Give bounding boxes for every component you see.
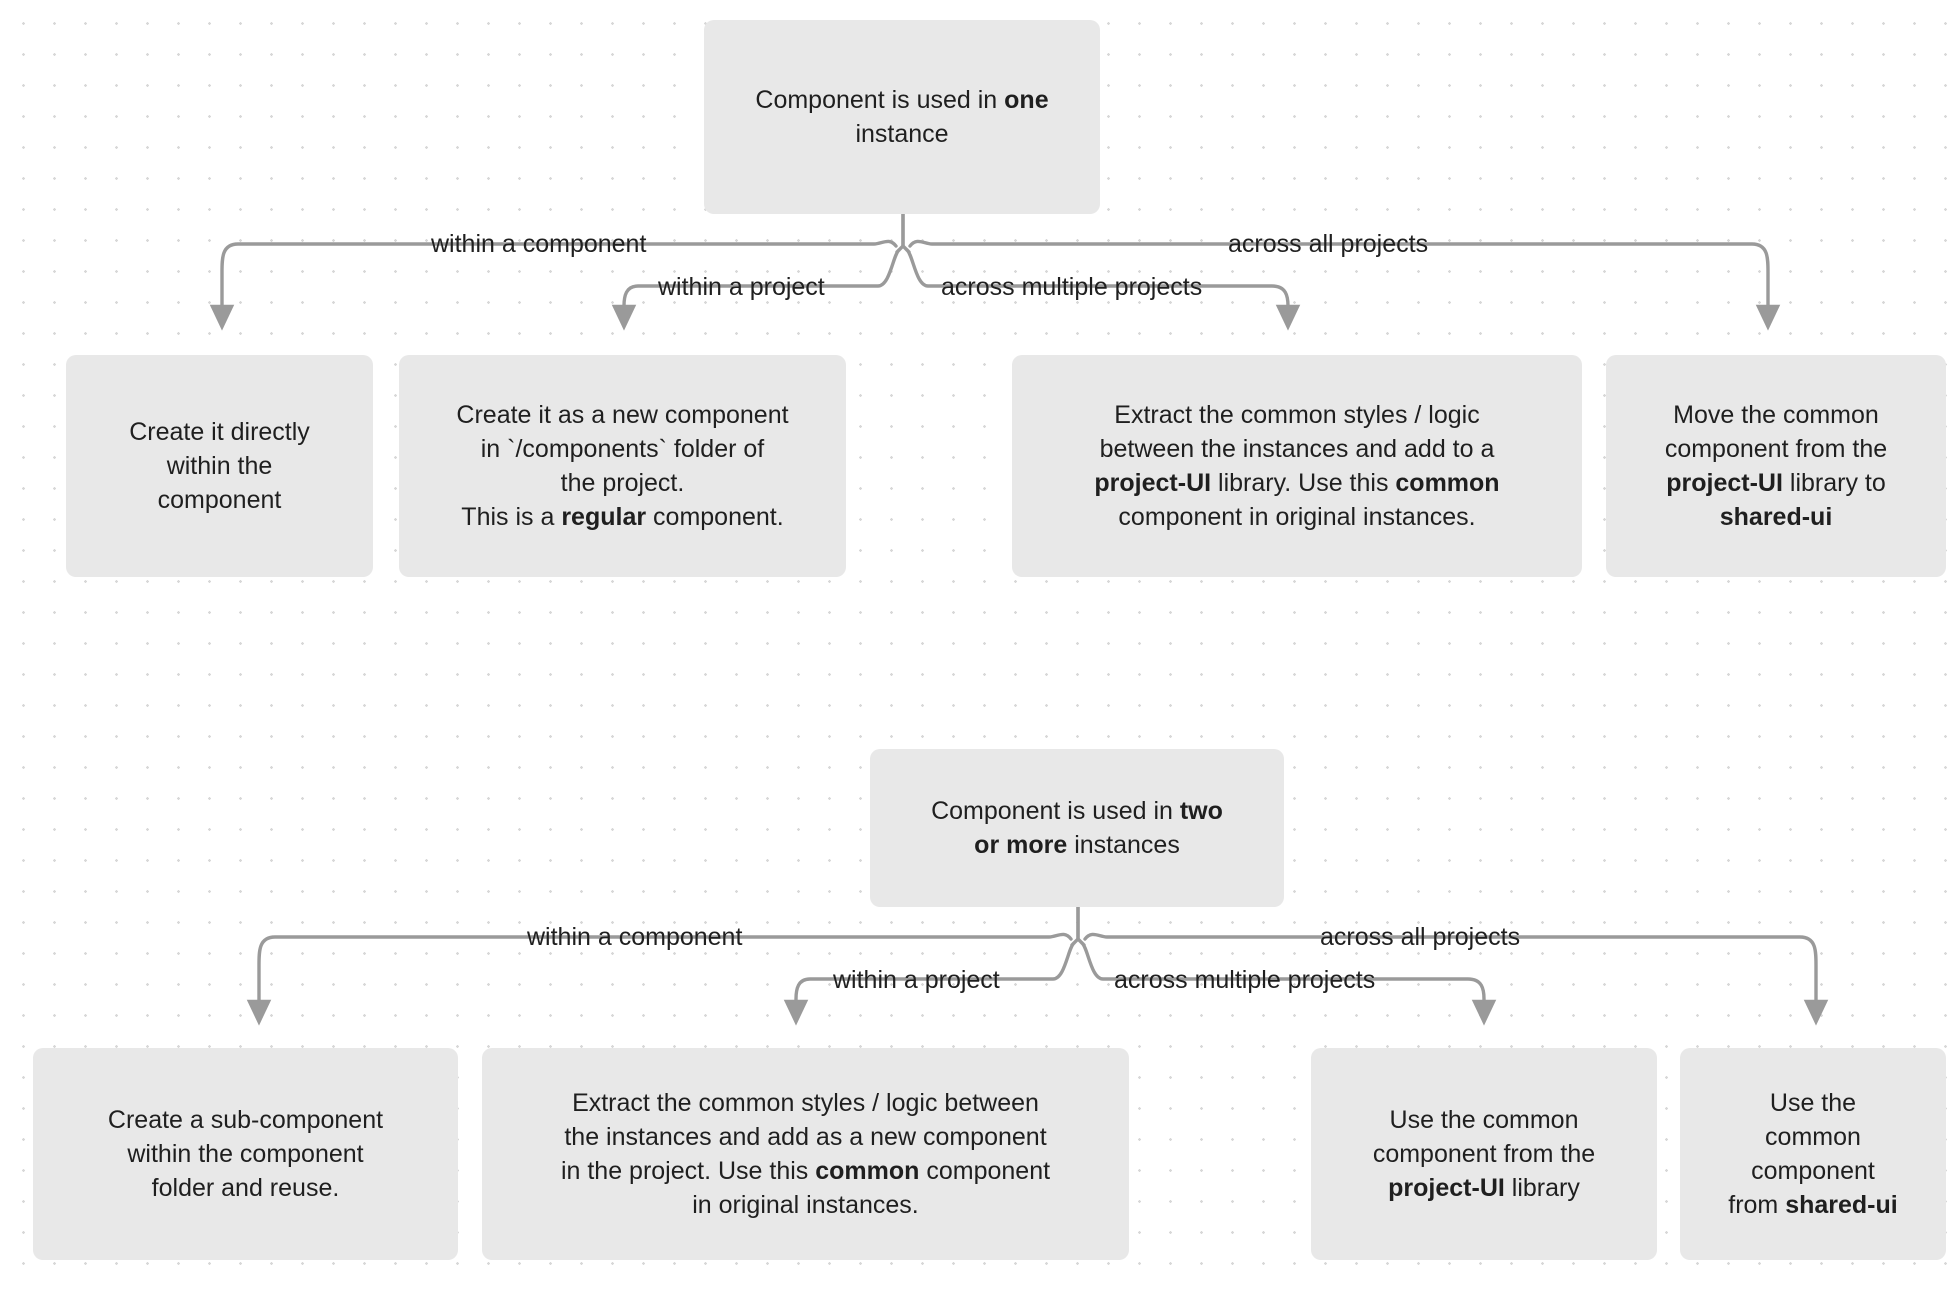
node-extract-common-as-new-component[interactable]	[482, 1048, 1129, 1260]
edge-label-within-a-component-1: within a component	[431, 230, 647, 258]
node-create-directly-within-component[interactable]	[66, 355, 373, 577]
node-root-two-or-more-instances-label: Component is used in two or more instances	[931, 797, 1223, 859]
node-create-new-component-in-components-folder-label: Create it as a new component in `/components` folder of the project. This is a regular component.	[456, 401, 789, 531]
node-use-common-from-shared-ui-label: Use the common component from shared-ui	[1728, 1089, 1898, 1219]
node-use-common-from-project-ui-label: Use the common component from the project-UI library	[1372, 1106, 1596, 1202]
node-root-one-instance-label: Component is used in one instance	[755, 86, 1049, 148]
edge-label-across-multiple-projects-1: across multiple projects	[941, 273, 1203, 301]
edge-label-within-a-project-2: within a project	[833, 966, 1000, 994]
edge-label-within-a-component-2: within a component	[527, 923, 743, 951]
node-extract-common-to-project-ui[interactable]	[1012, 355, 1582, 577]
edge-label-across-all-projects-1: across all projects	[1228, 230, 1429, 258]
node-use-common-from-shared-ui[interactable]	[1680, 1048, 1946, 1260]
node-extract-common-to-project-ui-label: Extract the common styles / logic between the instances and add to a project-UI library. Use this common component in original instances.	[1094, 401, 1500, 531]
node-extract-common-as-new-component-label: Extract the common styles / logic between the instances and add as a new component in the project. Use this common component in original instances.	[560, 1089, 1051, 1219]
node-create-sub-component-label: Create a sub-component within the component folder and reuse.	[107, 1106, 384, 1202]
edge-label-within-a-project-1: within a project	[658, 273, 825, 301]
edge-label-across-multiple-projects-2: across multiple projects	[1114, 966, 1376, 994]
node-create-new-component-in-components-folder[interactable]	[399, 355, 846, 577]
node-use-common-from-project-ui[interactable]	[1311, 1048, 1657, 1260]
node-move-common-to-shared-ui[interactable]	[1606, 355, 1946, 577]
node-root-one-instance[interactable]	[704, 20, 1100, 214]
edge-label-across-all-projects-2: across all projects	[1320, 923, 1521, 951]
node-root-two-or-more-instances[interactable]	[870, 749, 1284, 907]
node-create-directly-within-component-label: Create it directly within the component	[129, 418, 310, 514]
node-create-sub-component[interactable]	[33, 1048, 458, 1260]
node-move-common-to-shared-ui-label: Move the common component from the project-UI library to shared-ui	[1664, 401, 1888, 531]
